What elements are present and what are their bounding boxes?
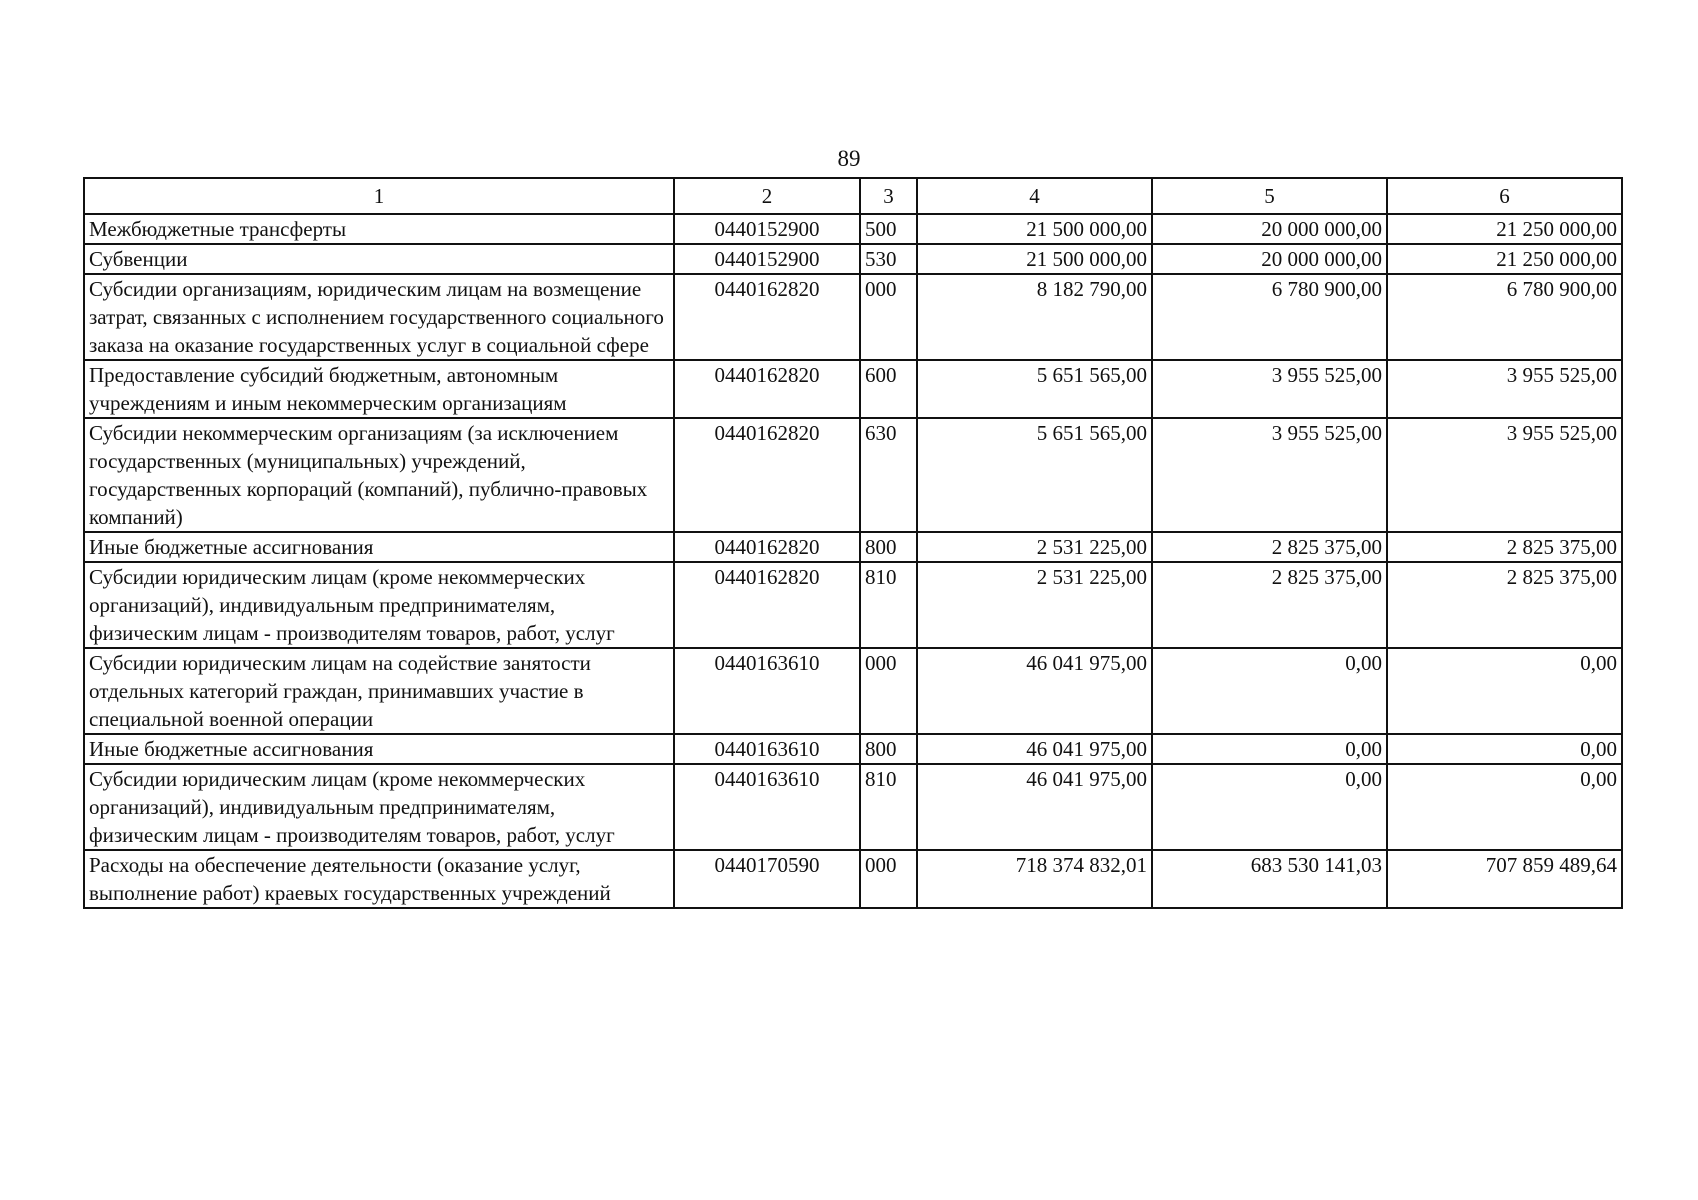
column-header-amount-1: 4 — [917, 178, 1152, 214]
row-amount-cell: 5 651 565,00 — [917, 360, 1152, 418]
table-row — [84, 562, 1622, 648]
row-name-cell: Субсидии юридическим лицам на содействие занятости отдельных категорий граждан, принимавших участие в специальной военной операции — [84, 648, 674, 734]
row-amount-cell: 707 859 489,64 — [1387, 850, 1622, 908]
row-name-cell: Расходы на обеспечение деятельности (оказание услуг, выполнение работ) краевых государственных учреждений — [84, 850, 674, 908]
row-amount-cell: 20 000 000,00 — [1152, 214, 1387, 244]
row-name-cell: Межбюджетные трансферты — [84, 214, 674, 244]
table-row — [84, 734, 1622, 764]
row-name-cell: Иные бюджетные ассигнования — [84, 532, 674, 562]
row-type-cell: 000 — [860, 274, 917, 360]
row-name-cell: Иные бюджетные ассигнования — [84, 734, 674, 764]
row-amount-cell: 0,00 — [1152, 764, 1387, 850]
row-type-cell: 810 — [860, 562, 917, 648]
row-type-cell: 800 — [860, 734, 917, 764]
row-code-cell: 0440170590 — [674, 850, 860, 908]
row-amount-cell: 0,00 — [1152, 648, 1387, 734]
row-amount-cell: 46 041 975,00 — [917, 734, 1152, 764]
row-amount-cell: 2 531 225,00 — [917, 562, 1152, 648]
row-amount-cell: 21 500 000,00 — [917, 214, 1152, 244]
row-amount-cell: 0,00 — [1387, 648, 1622, 734]
column-header-name: 1 — [84, 178, 674, 214]
row-type-cell: 800 — [860, 532, 917, 562]
row-type-cell: 000 — [860, 648, 917, 734]
row-code-cell: 0440163610 — [674, 734, 860, 764]
row-type-cell: 600 — [860, 360, 917, 418]
row-code-cell: 0440162820 — [674, 532, 860, 562]
row-amount-cell: 6 780 900,00 — [1387, 274, 1622, 360]
row-amount-cell: 683 530 141,03 — [1152, 850, 1387, 908]
row-amount-cell: 21 500 000,00 — [917, 244, 1152, 274]
page-number: 89 — [837, 146, 861, 171]
row-name-cell: Предоставление субсидий бюджетным, автономным учреждениям и иным некоммерческим организациям — [84, 360, 674, 418]
table-row — [84, 214, 1622, 244]
table-row — [84, 764, 1622, 850]
row-amount-cell: 6 780 900,00 — [1152, 274, 1387, 360]
row-code-cell: 0440163610 — [674, 648, 860, 734]
row-code-cell: 0440152900 — [674, 244, 860, 274]
row-type-cell: 630 — [860, 418, 917, 532]
column-header-amount-2: 5 — [1152, 178, 1387, 214]
row-amount-cell: 3 955 525,00 — [1152, 418, 1387, 532]
row-code-cell: 0440152900 — [674, 214, 860, 244]
row-amount-cell: 2 531 225,00 — [917, 532, 1152, 562]
row-code-cell: 0440162820 — [674, 274, 860, 360]
table-row — [84, 850, 1622, 908]
row-name-cell: Субсидии юридическим лицам (кроме некоммерческих организаций), индивидуальным предпринимателям, физическим лицам - производителям товаров, работ, услуг — [84, 764, 674, 850]
row-code-cell: 0440162820 — [674, 562, 860, 648]
row-amount-cell: 2 825 375,00 — [1387, 532, 1622, 562]
row-amount-cell: 20 000 000,00 — [1152, 244, 1387, 274]
table-row — [84, 274, 1622, 360]
row-amount-cell: 2 825 375,00 — [1152, 532, 1387, 562]
row-amount-cell: 2 825 375,00 — [1152, 562, 1387, 648]
row-amount-cell: 21 250 000,00 — [1387, 244, 1622, 274]
row-amount-cell: 5 651 565,00 — [917, 418, 1152, 532]
row-amount-cell: 0,00 — [1387, 734, 1622, 764]
row-name-cell: Субсидии организациям, юридическим лицам на возмещение затрат, связанных с исполнением государственного социального заказа на оказание государственных услуг в социальной сфере — [84, 274, 674, 360]
row-amount-cell: 21 250 000,00 — [1387, 214, 1622, 244]
row-amount-cell: 0,00 — [1152, 734, 1387, 764]
table-row — [84, 360, 1622, 418]
row-name-cell: Субсидии юридическим лицам (кроме некоммерческих организаций), индивидуальным предпринимателям, физическим лицам - производителям товаров, работ, услуг — [84, 562, 674, 648]
table-row — [84, 418, 1622, 532]
row-amount-cell: 718 374 832,01 — [917, 850, 1152, 908]
row-name-cell: Субвенции — [84, 244, 674, 274]
row-amount-cell: 3 955 525,00 — [1152, 360, 1387, 418]
row-amount-cell: 46 041 975,00 — [917, 764, 1152, 850]
row-type-cell: 530 — [860, 244, 917, 274]
row-amount-cell: 8 182 790,00 — [917, 274, 1152, 360]
row-amount-cell: 2 825 375,00 — [1387, 562, 1622, 648]
row-amount-cell: 3 955 525,00 — [1387, 360, 1622, 418]
table-row — [84, 244, 1622, 274]
table-row — [84, 532, 1622, 562]
column-header-amount-3: 6 — [1387, 178, 1622, 214]
column-header-code: 2 — [674, 178, 860, 214]
row-type-cell: 810 — [860, 764, 917, 850]
row-code-cell: 0440163610 — [674, 764, 860, 850]
row-code-cell: 0440162820 — [674, 360, 860, 418]
table-row — [84, 648, 1622, 734]
row-code-cell: 0440162820 — [674, 418, 860, 532]
table-header-row — [84, 178, 1622, 214]
row-amount-cell: 46 041 975,00 — [917, 648, 1152, 734]
row-amount-cell: 0,00 — [1387, 764, 1622, 850]
row-amount-cell: 3 955 525,00 — [1387, 418, 1622, 532]
row-type-cell: 000 — [860, 850, 917, 908]
row-name-cell: Субсидии некоммерческим организациям (за исключением государственных (муниципальных) учреждений, государственных корпораций (компаний), публично-правовых компаний) — [84, 418, 674, 532]
column-header-type: 3 — [860, 178, 917, 214]
budget-table — [83, 177, 1623, 909]
row-type-cell: 500 — [860, 214, 917, 244]
